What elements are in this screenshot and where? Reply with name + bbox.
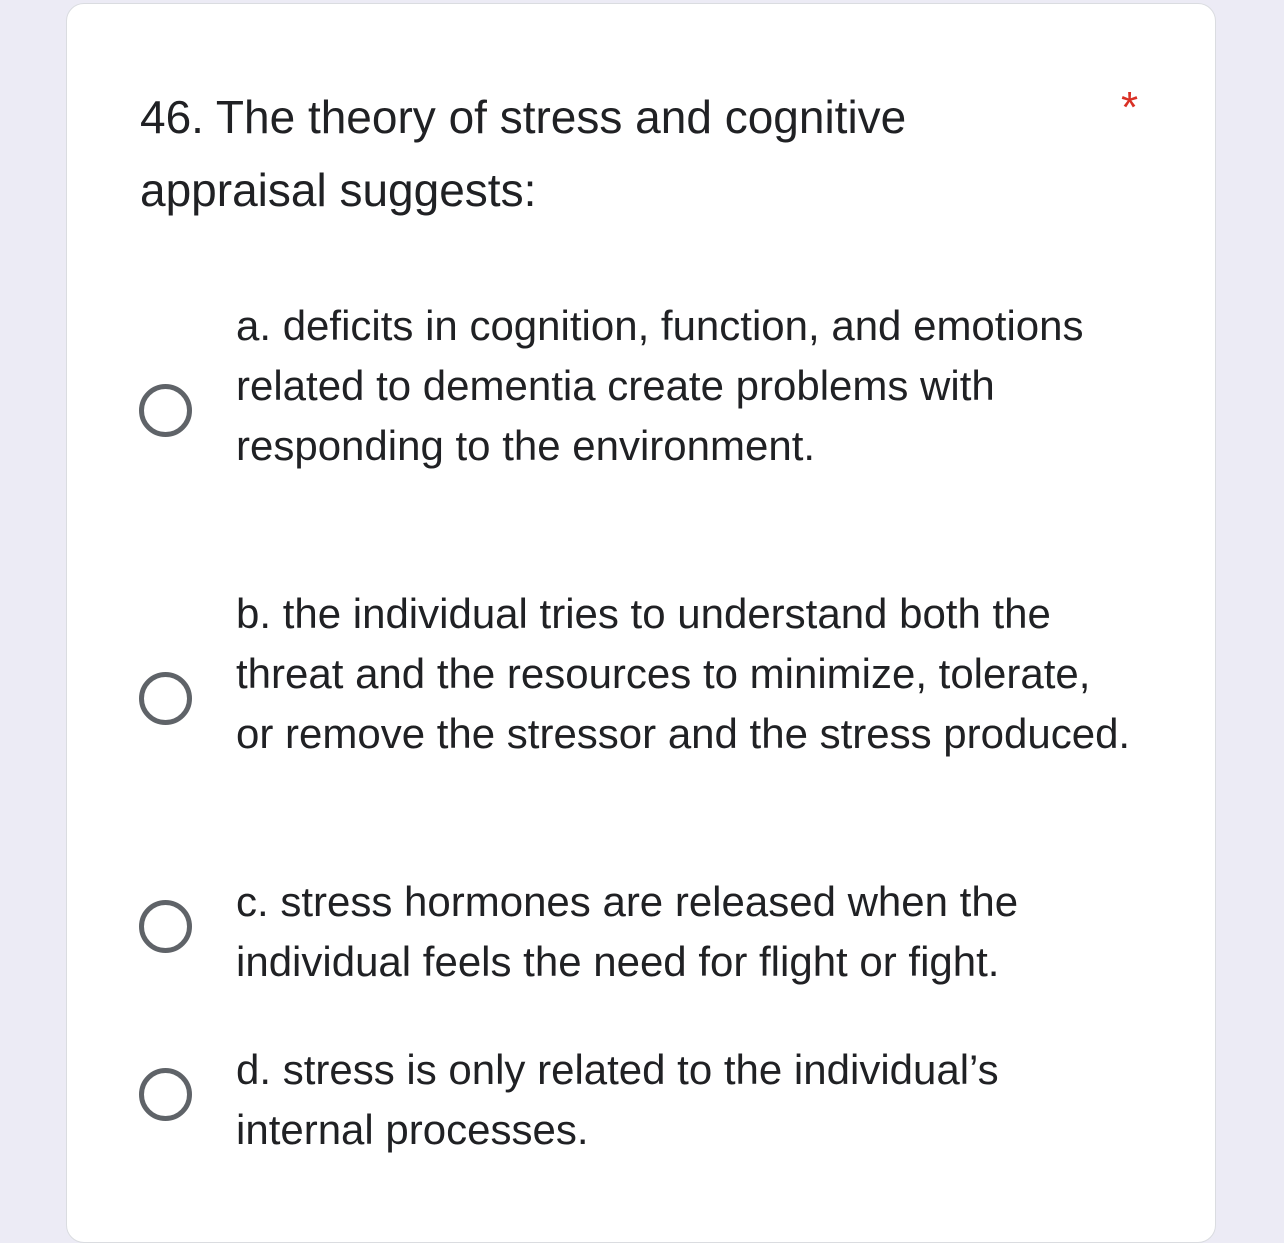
radio-circle-icon[interactable] — [139, 1068, 192, 1121]
radio-circle-icon[interactable] — [139, 900, 192, 953]
question-card — [66, 3, 1216, 1243]
radio-circle-icon[interactable] — [139, 384, 192, 437]
option-d-label[interactable]: d. stress is only related to the individual’s internal processes. — [236, 1046, 999, 1153]
option-a-label[interactable]: a. deficits in cognition, function, and emotions related to dementia create problems with responding to the environment. — [236, 302, 1084, 469]
option-b-label[interactable]: b. the individual tries to understand both the threat and the resources to minimize, tolerate, or remove the stressor and the stress produced. — [236, 590, 1131, 757]
question-title: 46. The theory of stress and cognitive appraisal suggests: — [140, 91, 907, 216]
required-asterisk: * — [1121, 83, 1139, 132]
option-c-label[interactable]: c. stress hormones are released when the individual feels the need for flight or fight. — [236, 878, 1019, 985]
radio-circle-icon[interactable] — [139, 672, 192, 725]
